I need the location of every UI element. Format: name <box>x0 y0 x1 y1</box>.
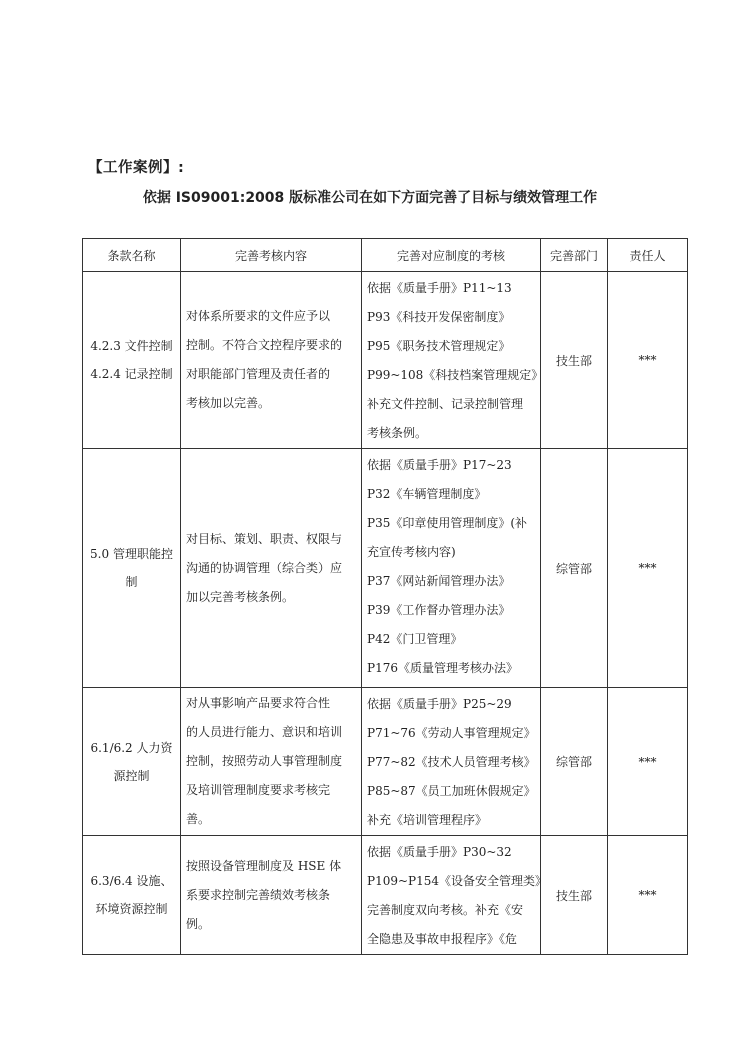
policy-line: 依据《质量手册》P25~29 <box>367 697 512 711</box>
policy-line: P93《科技开发保密制度》 <box>367 310 511 324</box>
department-cell: 技生部 <box>541 272 608 449</box>
assessment-content-line: 沟通的协调管理（综合类）应 <box>186 560 343 575</box>
assessment-content-line: 控制，按照劳动人事管理制度 <box>186 754 343 768</box>
policy-line: P109~P154《设备安全管理类》 <box>367 874 548 888</box>
assessment-content-line: 考核加以完善。 <box>186 396 271 410</box>
policy-assessment-cell <box>362 272 544 449</box>
clause-name-line: 6.3/6.4 设施、 <box>90 874 173 888</box>
policy-line: P176《质量管理考核办法》 <box>367 661 518 675</box>
policy-line: 依据《质量手册》P30~32 <box>367 845 512 859</box>
assessment-content-line: 对目标、策划、职责、权限与 <box>186 531 343 546</box>
policy-line: P37《网站新闻管理办法》 <box>367 574 511 588</box>
policy-line: 补充《培训管理程序》 <box>367 813 488 827</box>
assessment-content-line: 系要求控制完善绩效考核条 <box>186 887 331 902</box>
policy-line: P35《印章使用管理制度》(补 <box>367 516 528 530</box>
assessment-content-line: 对从事影响产品要求符合性 <box>186 696 331 710</box>
table-header-row <box>83 239 688 272</box>
clause-name-line: 6.1/6.2 人力资 <box>90 740 173 755</box>
policy-line: P77~82《技术人员管理考核》 <box>367 755 536 769</box>
policy-assessment-cell <box>362 688 541 836</box>
assessment-content-line: 对职能部门管理及责任者的 <box>186 367 331 381</box>
assessment-content-line: 及培训管理制度要求考核完 <box>186 783 331 797</box>
assessment-content-cell <box>181 688 362 836</box>
assessment-content-line: 控制。不符合文控程序要求的 <box>186 338 343 352</box>
clause-name-cell <box>83 688 181 836</box>
policy-line: 依据《质量手册》P17~23 <box>367 458 512 472</box>
policy-line: 补充文件控制、记录控制管理 <box>367 397 524 411</box>
responsible-person-cell: *** <box>608 688 688 836</box>
header-responsible-person: 责任人 <box>608 239 688 272</box>
policy-line: P32《车辆管理制度》 <box>367 487 487 501</box>
assessment-content-line: 的人员进行能力、意识和培训 <box>186 725 343 739</box>
policy-line: P71~76《劳动人事管理规定》 <box>367 726 536 740</box>
header-clause-name: 条款名称 <box>83 239 181 272</box>
clause-name-cell <box>83 836 181 955</box>
responsible-person-cell: *** <box>608 449 688 688</box>
document-title: 依据 IS09001:2008 版标准公司在如下方面完善了目标与绩效管理工作 <box>142 190 598 206</box>
clause-name-line: 4.2.3 文件控制 <box>90 339 173 353</box>
table-row <box>83 449 688 688</box>
policy-line: P99~108《科技档案管理规定》 <box>367 368 544 382</box>
clause-name-line: 5.0 管理职能控 <box>90 547 173 561</box>
assessment-content-line: 按照设备管理制度及 HSE 体 <box>186 858 342 873</box>
clause-name-line: 4.2.4 记录控制 <box>90 367 173 381</box>
clause-name-cell <box>83 272 181 449</box>
department-cell: 综管部 <box>541 688 608 836</box>
table-row <box>83 688 688 836</box>
department-cell: 综管部 <box>541 449 608 688</box>
policy-line: 依据《质量手册》P11~13 <box>367 281 512 295</box>
assessment-content-line: 加以完善考核条例。 <box>186 589 295 604</box>
table-row <box>83 272 688 449</box>
policy-line: P39《工作督办管理办法》 <box>367 603 511 617</box>
assessment-content-cell <box>181 836 362 955</box>
policy-line: P42《门卫管理》 <box>367 632 463 646</box>
responsible-person-cell: *** <box>608 272 688 449</box>
assessment-content-cell <box>181 449 362 688</box>
table-row <box>83 836 688 955</box>
header-assessment-content: 完善考核内容 <box>181 239 362 272</box>
policy-line: P95《职务技术管理规定》 <box>367 339 511 353</box>
assessment-table <box>82 238 688 955</box>
assessment-content-line: 对体系所要求的文件应予以 <box>186 309 331 323</box>
clause-name-line: 制 <box>125 575 138 589</box>
clause-name-cell <box>83 449 181 688</box>
assessment-content-line: 善。 <box>186 812 211 826</box>
policy-line: 全隐患及事故申报程序》《危 <box>367 932 518 946</box>
policy-assessment-cell <box>362 449 541 688</box>
case-heading: 【工作案例】: <box>88 160 185 176</box>
responsible-person-cell: *** <box>608 836 688 955</box>
assessment-content-line: 例。 <box>186 916 211 931</box>
policy-assessment-cell <box>362 836 548 955</box>
policy-line: P85~87《员工加班休假规定》 <box>367 784 536 798</box>
assessment-content-cell <box>181 272 362 449</box>
department-cell: 技生部 <box>541 836 608 955</box>
policy-line: 充宣传考核内容) <box>367 545 456 559</box>
clause-name-line: 源控制 <box>113 768 150 783</box>
policy-line: 考核条例。 <box>367 426 428 440</box>
clause-name-line: 环境资源控制 <box>95 902 168 916</box>
header-department: 完善部门 <box>541 239 608 272</box>
policy-line: 完善制度双向考核。补充《安 <box>367 903 524 917</box>
header-policy-assessment: 完善对应制度的考核 <box>362 239 541 272</box>
